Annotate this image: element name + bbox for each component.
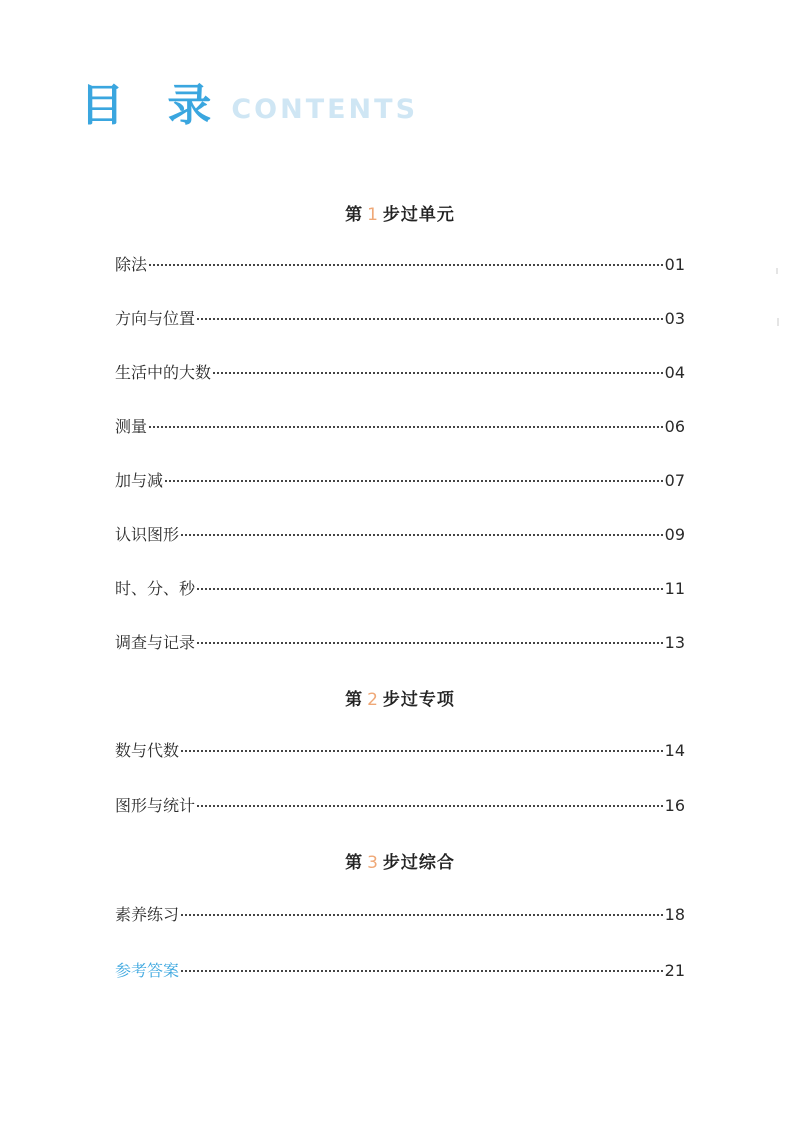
dot-leader (181, 534, 663, 536)
page-header (80, 72, 418, 132)
section-number: 1 (367, 205, 379, 225)
toc-entry-shapes[interactable] (115, 522, 685, 546)
toc-entry-survey-record[interactable] (115, 630, 685, 654)
section-heading-2 (0, 685, 800, 710)
toc-entry-page: 18 (664, 905, 685, 924)
toc-entry-label: 生活中的大数 (115, 363, 212, 382)
dot-leader (181, 914, 663, 916)
dot-leader (197, 318, 663, 320)
toc-entry-shapes-statistics[interactable] (115, 793, 685, 817)
section-heading-3 (0, 848, 800, 873)
toc-entry-label: 参考答案 (115, 961, 180, 980)
toc-entry-page: 06 (664, 417, 685, 436)
toc-entry-page: 14 (664, 741, 685, 760)
section-heading-1 (0, 200, 800, 225)
section-prefix: 第 (345, 205, 364, 225)
scan-artifact (777, 318, 779, 326)
toc-entry-number-algebra[interactable] (115, 738, 685, 762)
toc-entry-page: 07 (664, 471, 685, 490)
toc-entry-page: 04 (664, 363, 685, 382)
toc-entry-measurement[interactable] (115, 414, 685, 438)
toc-entry-large-numbers[interactable] (115, 360, 685, 384)
dot-leader (213, 372, 663, 374)
section-prefix: 第 (345, 853, 364, 873)
toc-entry-label: 测量 (115, 417, 148, 436)
dot-leader (181, 750, 663, 752)
section-number: 2 (367, 690, 379, 710)
toc-entry-label: 素养练习 (115, 905, 180, 924)
section-suffix: 步过单元 (382, 205, 455, 225)
dot-leader (197, 805, 663, 807)
toc-entry-label: 数与代数 (115, 741, 180, 760)
toc-entry-label: 调查与记录 (115, 633, 196, 652)
toc-entry-page: 03 (664, 309, 685, 328)
toc-entry-page: 01 (664, 255, 685, 274)
scan-artifact (776, 268, 778, 274)
toc-entry-division[interactable] (115, 252, 685, 276)
toc-entry-literacy-practice[interactable] (115, 902, 685, 926)
dot-leader (197, 642, 663, 644)
toc-entry-label: 时、分、秒 (115, 579, 196, 598)
toc-entry-time[interactable] (115, 576, 685, 600)
toc-entry-add-subtract[interactable] (115, 468, 685, 492)
page-title-english: CONTENTS (231, 94, 419, 125)
toc-entry-page: 16 (664, 796, 685, 815)
dot-leader (149, 426, 663, 428)
dot-leader (149, 264, 663, 266)
dot-leader (197, 588, 663, 590)
section-suffix: 步过专项 (382, 690, 455, 710)
section-prefix: 第 (345, 690, 364, 710)
toc-entry-answers[interactable] (115, 958, 685, 982)
toc-entry-direction-position[interactable] (115, 306, 685, 330)
toc-entry-page: 11 (664, 579, 685, 598)
section-suffix: 步过综合 (382, 853, 455, 873)
toc-entry-page: 13 (664, 633, 685, 652)
toc-entry-label: 图形与统计 (115, 796, 196, 815)
page-title: 目 录 (80, 80, 226, 131)
toc-entry-page: 21 (664, 961, 685, 980)
toc-entry-label: 方向与位置 (115, 309, 196, 328)
toc-entry-page: 09 (664, 525, 685, 544)
dot-leader (165, 480, 663, 482)
toc-entry-label: 除法 (115, 255, 148, 274)
toc-entry-label: 认识图形 (115, 525, 180, 544)
toc-entry-label: 加与减 (115, 471, 164, 490)
dot-leader (181, 970, 663, 972)
section-number: 3 (367, 853, 379, 873)
